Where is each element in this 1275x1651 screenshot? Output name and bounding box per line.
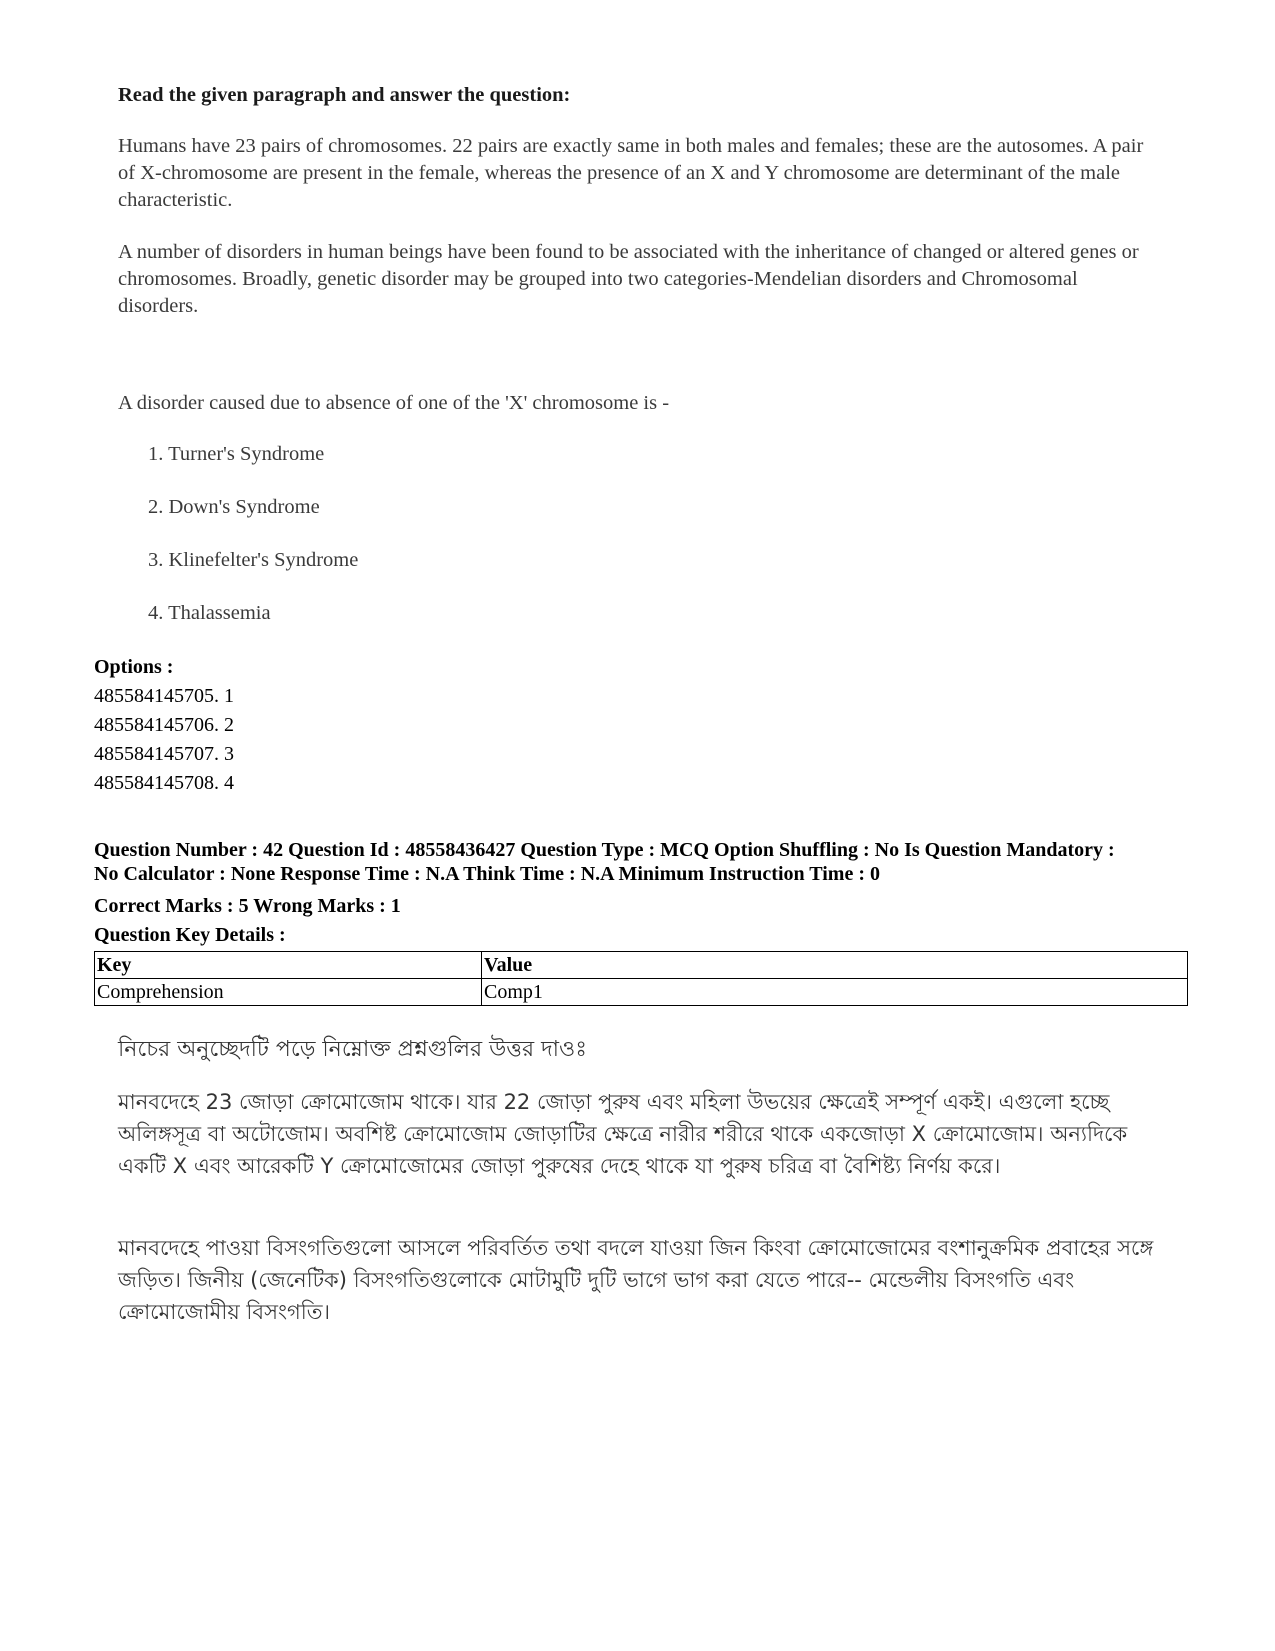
- choice-4: 4. Thalassemia: [148, 602, 271, 624]
- key-details-label: Question Key Details :: [94, 924, 286, 946]
- option-item-1: 485584145705. 1: [94, 685, 234, 707]
- table-cell-value: Comp1: [482, 979, 1188, 1006]
- comprehension-heading: Read the given paragraph and answer the question:: [118, 84, 571, 106]
- table-header-key: Key: [95, 952, 482, 979]
- option-item-4: 485584145708. 4: [94, 772, 234, 794]
- bengali-paragraph-2: মানবদেহে পাওয়া বিসংগতিগুলো আসলে পরিবর্তিত তথা বদলে যাওয়া জিন কিংবা ক্রোমোজোমের বংশানুক্রমিক প্রবাহের সঙ্গে জড়িত। জিনীয় (জেনেটিক) বিসংগতিগুলোকে মোটামুটি দুটি ভাগে ভাগ করা যেতে পারে-- মেন্ডেলীয় বিসংগতি এবং ক্রোমোজোমীয় বিসংগতি।: [118, 1236, 1154, 1324]
- table-header-value: Value: [482, 952, 1188, 979]
- key-details-table: [94, 951, 1188, 1006]
- question-meta-line-1: Question Number : 42 Question Id : 48558436427 Question Type : MCQ Option Shuffling : No Is Question Mandatory :: [94, 839, 1115, 861]
- table-row: [95, 979, 1188, 1006]
- bengali-heading: নিচের অনুচ্ছেদটি পড়ে নিম্নোক্ত প্রশ্নগুলির উত্তর দাওঃ: [118, 1037, 587, 1062]
- option-item-2: 485584145706. 2: [94, 714, 234, 736]
- table-header-row: [95, 952, 1188, 979]
- options-label: Options :: [94, 656, 174, 678]
- bengali-paragraph-1: মানবদেহে 23 জোড়া ক্রোমোজোম থাকে। যার 22 জোড়া পুরুষ এবং মহিলা উভয়ের ক্ষেত্রেই সম্পূর্ণ একই। এগুলো হচ্ছে অলিঙ্গসূত্র বা অটোজোম। অবশিষ্ট ক্রোমোজোম জোড়াটির ক্ষেত্রে নারীর শরীরে থাকে একজোড়া X ক্রোমোজোম। অন্যদিকে একটি X এবং আরেকটি Y ক্রোমোজোমের জোড়া পুরুষের দেহে থাকে যা পুরুষ চরিত্র বা বৈশিষ্ট্য নির্ণয় করে।: [118, 1090, 1128, 1178]
- question-text: A disorder caused due to absence of one of the 'X' chromosome is -: [118, 392, 670, 414]
- question-meta-line-2: No Calculator : None Response Time : N.A Think Time : N.A Minimum Instruction Time : 0: [94, 863, 880, 885]
- table-cell-key: Comprehension: [95, 979, 482, 1006]
- marks-line: Correct Marks : 5 Wrong Marks : 1: [94, 895, 401, 917]
- comprehension-paragraph-2: A number of disorders in human beings have been found to be associated with the inheritance of changed or altered genes or chromosomes. Broadly, genetic disorder may be grouped into two categories-Mendelian disorders and Chromosomal disorders.: [118, 241, 1139, 317]
- comprehension-paragraph-1: Humans have 23 pairs of chromosomes. 22 pairs are exactly same in both males and females; these are the autosomes. A pair of X-chromosome are present in the female, whereas the presence of an X and Y chromosome are determinant of the male characteristic.: [118, 135, 1144, 211]
- option-item-3: 485584145707. 3: [94, 743, 234, 765]
- choice-2: 2. Down's Syndrome: [148, 496, 320, 518]
- choice-3: 3. Klinefelter's Syndrome: [148, 549, 359, 571]
- choice-1: 1. Turner's Syndrome: [148, 443, 325, 465]
